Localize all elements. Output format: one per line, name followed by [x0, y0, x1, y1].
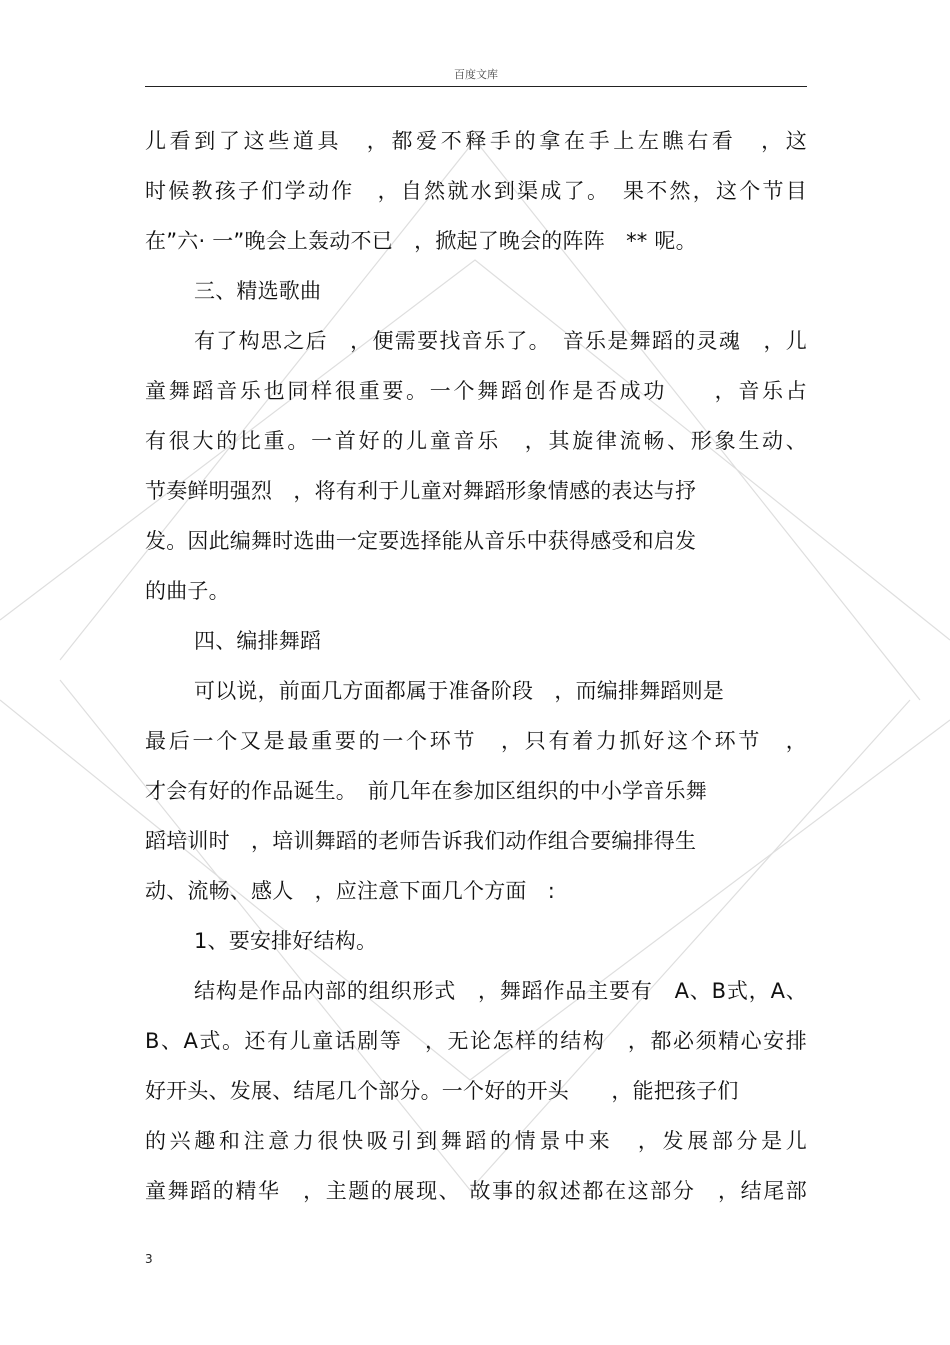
- text-line: 的兴趣和注意力很快吸引到舞蹈的情景中来 ，发展部分是儿: [145, 1129, 807, 1153]
- text-line: 在”六· 一”晚会上轰动不已 ，掀起了晚会的阵阵 ** 呢。: [145, 229, 697, 253]
- text-line: 童舞蹈的精华 ，主题的展现、 故事的叙述都在这部分 ，结尾部: [145, 1179, 807, 1203]
- document-body: [145, 122, 807, 1222]
- page-number: 3: [145, 1252, 153, 1266]
- text-line: 时候教孩子们学动作 ，自然就水到渠成了。 果不然，这个节目: [145, 179, 807, 203]
- section-heading: 四、编排舞蹈: [194, 629, 322, 653]
- text-line: 发。因此编舞时选曲一定要选择能从音乐中获得感受和启发: [145, 529, 697, 553]
- text-line: 有了构思之后 ，便需要找音乐了。 音乐是舞蹈的灵魂 ，儿: [194, 329, 807, 353]
- subsection-heading: 1、要安排好结构。: [194, 929, 378, 953]
- text-line: 结构是作品内部的组织形式 ，舞蹈作品主要有 A、B式，A、: [194, 979, 807, 1003]
- text-line: 最后一个又是最重要的一个环节 ，只有着力抓好这个环节 ，: [145, 729, 807, 753]
- text-line: 动、流畅、感人 ，应注意下面几个方面 :: [145, 879, 556, 903]
- text-line: 蹈培训时 ，培训舞蹈的老师告诉我们动作组合要编排得生: [145, 829, 697, 853]
- header-divider: [145, 86, 807, 87]
- section-heading: 三、精选歌曲: [194, 279, 322, 303]
- text-line: 的曲子。: [145, 579, 230, 603]
- text-line: 儿看到了这些道具 ，都爱不释手的拿在手上左瞧右看 ，这: [145, 129, 807, 153]
- text-line: B、A式。还有儿童话剧等 ，无论怎样的结构 ，都必须精心安排: [145, 1029, 807, 1053]
- text-line: 才会有好的作品诞生。 前几年在参加区组织的中小学音乐舞: [145, 779, 707, 803]
- text-line: 节奏鲜明强烈 ，将有利于儿童对舞蹈形象情感的表达与抒: [145, 479, 697, 503]
- page-header: 百度文库: [454, 68, 498, 81]
- text-line: 童舞蹈音乐也同样很重要。一个舞蹈创作是否成功 ，音乐占: [145, 379, 807, 403]
- text-line: 有很大的比重。一首好的儿童音乐 ，其旋律流畅、形象生动、: [145, 429, 807, 453]
- text-line: 好开头、发展、结尾几个部分。一个好的开头 ，能把孩子们: [145, 1079, 739, 1103]
- text-line: 可以说，前面几方面都属于准备阶段 ，而编排舞蹈则是: [194, 679, 724, 703]
